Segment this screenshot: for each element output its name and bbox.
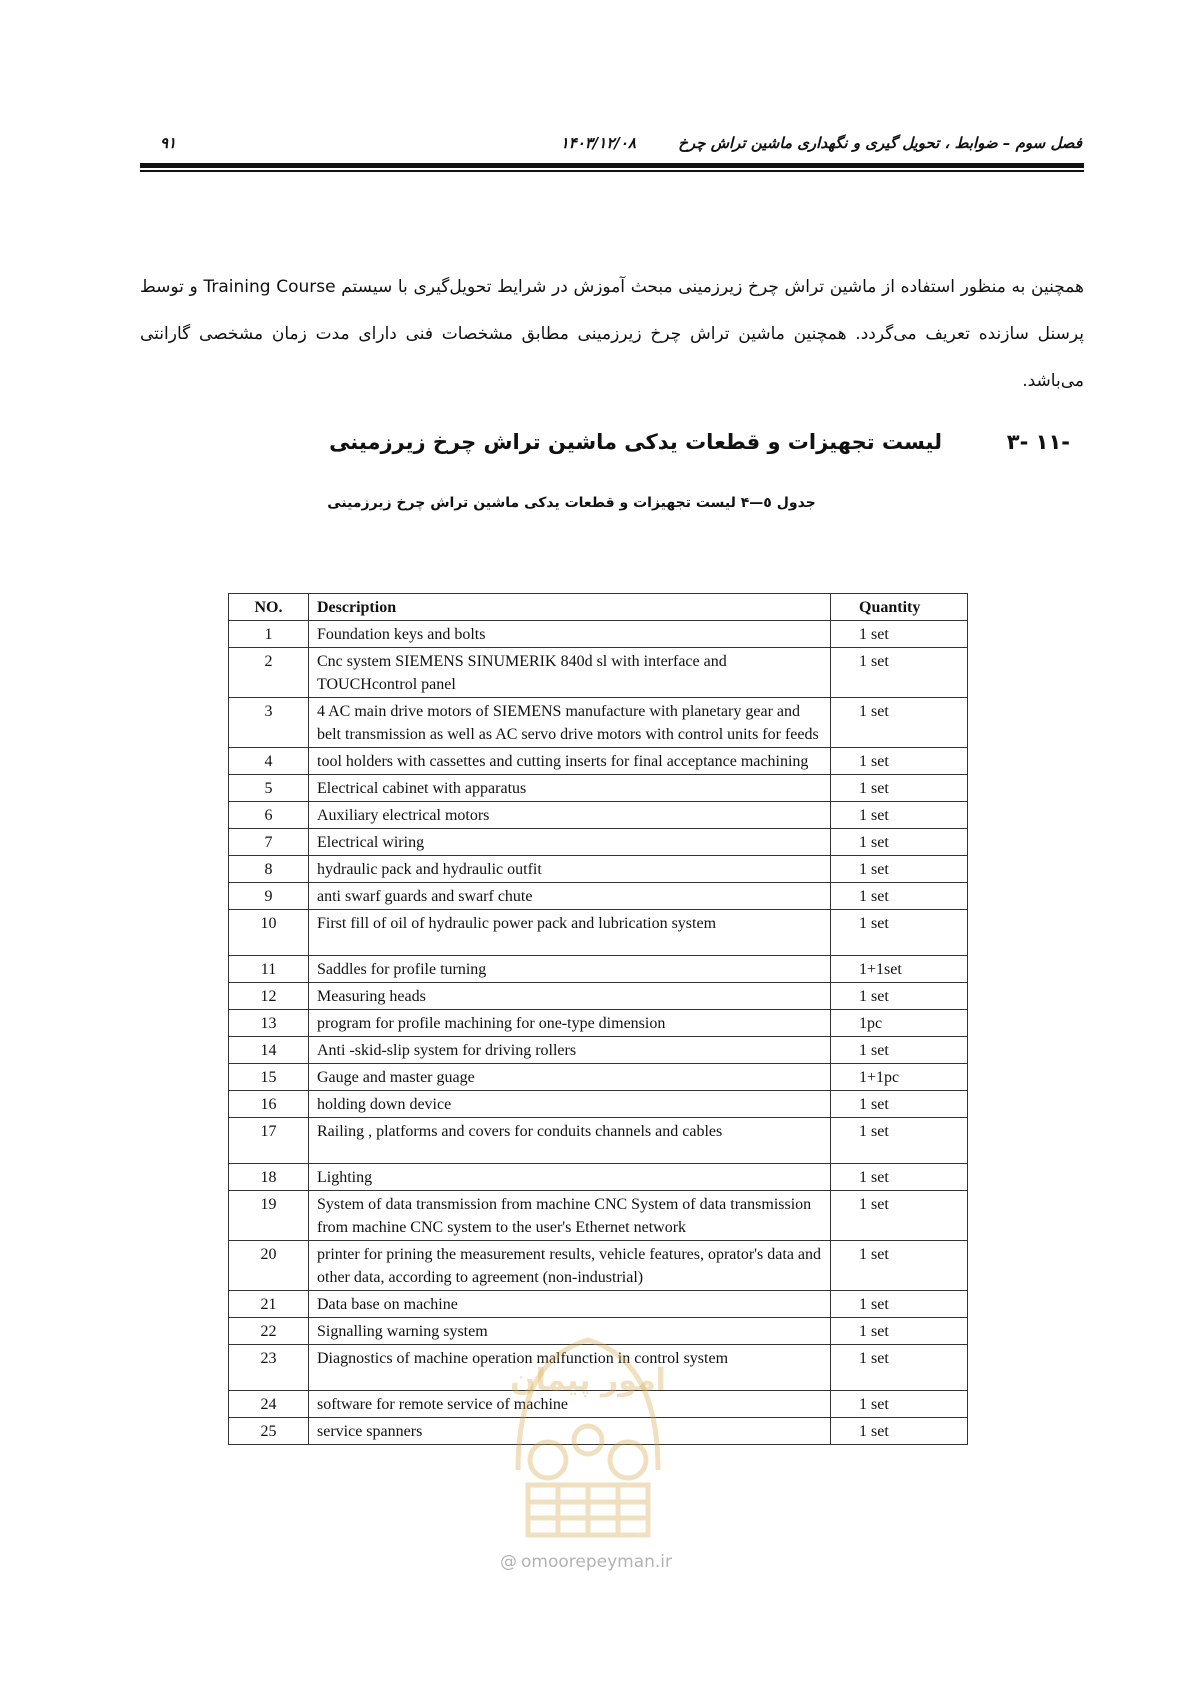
row-no: 16 <box>229 1091 309 1118</box>
watermark-site <box>500 1552 700 1572</box>
row-quantity: 1 set <box>831 748 968 775</box>
row-quantity: 1 set <box>831 983 968 1010</box>
header-rule-thick <box>140 163 1084 168</box>
row-description: Auxiliary electrical motors <box>309 802 831 829</box>
table-row <box>229 775 968 802</box>
row-no: 1 <box>229 621 309 648</box>
row-quantity: 1+1pc <box>831 1064 968 1091</box>
row-description: Cnc system SIEMENS SINUMERIK 840d sl with interface and TOUCHcontrol panel <box>309 648 831 698</box>
row-no: 3 <box>229 698 309 748</box>
header-date: ۱۴۰۳/۱۲/۰۸ <box>560 134 636 152</box>
row-description: Saddles for profile turning <box>309 956 831 983</box>
row-quantity: 1pc <box>831 1010 968 1037</box>
table-row <box>229 748 968 775</box>
row-quantity: 1 set <box>831 829 968 856</box>
table-row <box>229 698 968 748</box>
equipment-table <box>228 593 968 1445</box>
row-no: 13 <box>229 1010 309 1037</box>
row-no: 10 <box>229 910 309 956</box>
row-no: 8 <box>229 856 309 883</box>
table-row <box>229 802 968 829</box>
row-no: 9 <box>229 883 309 910</box>
row-quantity: 1 set <box>831 856 968 883</box>
row-quantity: 1 set <box>831 775 968 802</box>
row-no: 24 <box>229 1391 309 1418</box>
table-row <box>229 983 968 1010</box>
table-row <box>229 621 968 648</box>
row-quantity: 1 set <box>831 910 968 956</box>
section-number: ۳- ۱۱- <box>1006 430 1070 454</box>
row-quantity: 1 set <box>831 883 968 910</box>
row-quantity: 1 set <box>831 1291 968 1318</box>
row-description: 4 AC main drive motors of SIEMENS manufacture with planetary gear and belt transmission as well as AC servo drive motors with control units for feeds <box>309 698 831 748</box>
row-quantity: 1 set <box>831 1164 968 1191</box>
row-description: Electrical cabinet with apparatus <box>309 775 831 802</box>
row-no: 6 <box>229 802 309 829</box>
row-quantity: 1 set <box>831 1318 968 1345</box>
row-no: 20 <box>229 1241 309 1291</box>
row-no: 22 <box>229 1318 309 1345</box>
row-description: Electrical wiring <box>309 829 831 856</box>
table-row <box>229 1091 968 1118</box>
row-quantity: 1 set <box>831 1091 968 1118</box>
row-quantity: 1 set <box>831 648 968 698</box>
row-no: 2 <box>229 648 309 698</box>
row-quantity: 1 set <box>831 621 968 648</box>
row-no: 19 <box>229 1191 309 1241</box>
row-no: 23 <box>229 1345 309 1391</box>
row-no: 17 <box>229 1118 309 1164</box>
row-description: Signalling warning system <box>309 1318 831 1345</box>
table-row <box>229 1241 968 1291</box>
row-quantity: 1 set <box>831 1345 968 1391</box>
row-description: printer for prining the measurement results, vehicle features, oprator's data and other data, according to agreement (non-industrial) <box>309 1241 831 1291</box>
watermark-seal-text: امور پیمان <box>510 1363 666 1398</box>
row-description: First fill of oil of hydraulic power pack and lubrication system <box>309 910 831 956</box>
table-row <box>229 1391 968 1418</box>
header-rule-thin <box>140 170 1084 172</box>
table-row <box>229 1345 968 1391</box>
row-description: Foundation keys and bolts <box>309 621 831 648</box>
page-header <box>140 128 1082 154</box>
row-description: tool holders with cassettes and cutting inserts for final acceptance machining <box>309 748 831 775</box>
watermark-site-text: omoorepeyman.ir <box>521 1552 673 1572</box>
table-row <box>229 1010 968 1037</box>
table-row <box>229 648 968 698</box>
row-description: anti swarf guards and swarf chute <box>309 883 831 910</box>
watermark-globe-icon: @ <box>500 1552 517 1572</box>
table-row <box>229 910 968 956</box>
table-row <box>229 1164 968 1191</box>
row-quantity: 1 set <box>831 1037 968 1064</box>
table-row <box>229 1037 968 1064</box>
row-description: System of data transmission from machine CNC System of data transmission from machine CNC system to the user's Ethernet network <box>309 1191 831 1241</box>
section-title: لیست تجهیزات و قطعات یدکی ماشین تراش چرخ زیرزمینی <box>329 430 942 454</box>
table-row <box>229 1291 968 1318</box>
header-quantity: Quantity <box>831 594 968 621</box>
row-description: Gauge and master guage <box>309 1064 831 1091</box>
row-no: 11 <box>229 956 309 983</box>
row-description: software for remote service of machine <box>309 1391 831 1418</box>
row-no: 21 <box>229 1291 309 1318</box>
row-no: 25 <box>229 1418 309 1445</box>
table-row <box>229 883 968 910</box>
row-description: holding down device <box>309 1091 831 1118</box>
row-no: 15 <box>229 1064 309 1091</box>
row-description: Diagnostics of machine operation malfunction in control system <box>309 1345 831 1391</box>
row-description: program for profile machining for one-type dimension <box>309 1010 831 1037</box>
row-quantity: 1+1set <box>831 956 968 983</box>
row-quantity: 1 set <box>831 1241 968 1291</box>
row-description: Anti -skid-slip system for driving rollers <box>309 1037 831 1064</box>
section-heading <box>300 430 1070 466</box>
row-no: 18 <box>229 1164 309 1191</box>
table-row <box>229 1318 968 1345</box>
row-no: 4 <box>229 748 309 775</box>
table-caption: جدول ٥—۴ لیست تجهیزات و قطعات یدکی ماشین تراش چرخ زیرزمینی <box>327 495 816 511</box>
row-quantity: 1 set <box>831 802 968 829</box>
row-description: hydraulic pack and hydraulic outfit <box>309 856 831 883</box>
row-quantity: 1 set <box>831 1191 968 1241</box>
header-description: Description <box>309 594 831 621</box>
row-quantity: 1 set <box>831 1418 968 1445</box>
table-row <box>229 1191 968 1241</box>
row-description: Lighting <box>309 1164 831 1191</box>
row-no: 14 <box>229 1037 309 1064</box>
table-row <box>229 1118 968 1164</box>
intro-paragraph: همچنین به منظور استفاده از ماشین تراش چرخ زیرزمینی مبحث آموزش در شرایط تحویل‌گیری با سیستم Training Course و توسط پرسنل سازنده تعریف می‌گردد. همچنین ماشین تراش چرخ زیرزمینی مطابق مشخصات فنی دارای مدت زمان مشخصی گارانتی می‌باشد. <box>140 277 1085 391</box>
row-quantity: 1 set <box>831 1118 968 1164</box>
row-quantity: 1 set <box>831 698 968 748</box>
row-no: 12 <box>229 983 309 1010</box>
table-row <box>229 829 968 856</box>
row-description: Railing , platforms and covers for conduits channels and cables <box>309 1118 831 1164</box>
row-description: Measuring heads <box>309 983 831 1010</box>
page-number: ۹۱ <box>160 134 177 152</box>
row-no: 5 <box>229 775 309 802</box>
table-row <box>229 856 968 883</box>
row-description: service spanners <box>309 1418 831 1445</box>
row-quantity: 1 set <box>831 1391 968 1418</box>
chapter-title: فصل سوم – ضوابط ، تحویل گیری و نگهداری ماشین تراش چرخ <box>678 134 1082 152</box>
row-description: Data base on machine <box>309 1291 831 1318</box>
table-row <box>229 1064 968 1091</box>
table-header-row <box>229 594 968 621</box>
row-no: 7 <box>229 829 309 856</box>
table-row <box>229 956 968 983</box>
table-row <box>229 1418 968 1445</box>
header-no: NO. <box>229 594 309 621</box>
